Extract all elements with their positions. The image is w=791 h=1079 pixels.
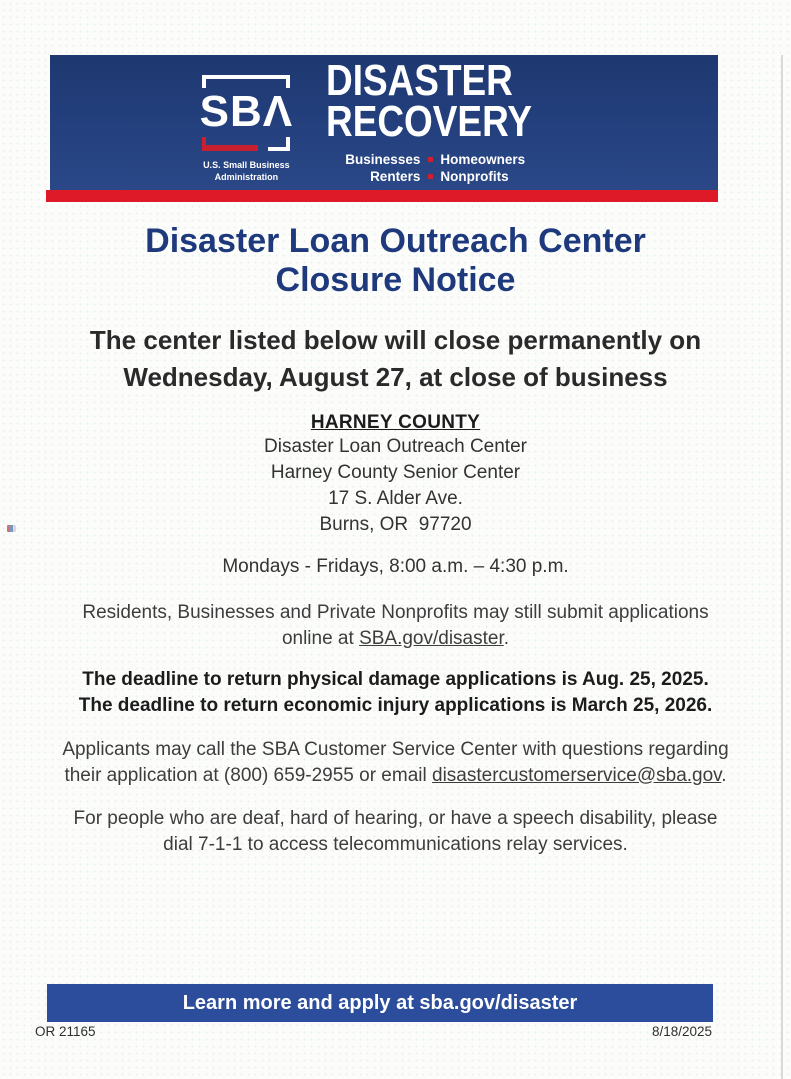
disaster-recovery-line2: RECOVERY xyxy=(326,96,533,146)
red-bullet-icon xyxy=(428,157,433,162)
online-applications-paragraph xyxy=(71,600,721,651)
footer-banner[interactable] xyxy=(47,984,713,1022)
document-number: OR 21165 xyxy=(35,1024,96,1039)
sba-logo-frame xyxy=(196,75,296,151)
page-title-line1: Disaster Loan Outreach Center xyxy=(145,222,646,260)
location-street: 17 S. Alder Ave. xyxy=(328,488,463,509)
audience-row-2 xyxy=(326,169,525,184)
disaster-recovery-line1: DISASTER xyxy=(326,55,514,105)
sba-logo xyxy=(196,75,296,183)
sba-caption-line2: Administration xyxy=(214,172,279,182)
disaster-recovery-block xyxy=(326,55,571,185)
county-heading: HARNEY COUNTY xyxy=(310,412,481,433)
red-stripe xyxy=(46,190,718,202)
footer-meta-row xyxy=(35,1024,712,1039)
red-bullet-icon xyxy=(428,174,433,179)
relay-services-paragraph: For people who are deaf, hard of hearing, or have a speech disability, please dial 7-1-1 to access telecommunications relay services. xyxy=(73,808,718,855)
header-banner xyxy=(50,55,718,190)
deadline-physical-damage: The deadline to return physical damage applications is Aug. 25, 2025. xyxy=(82,669,709,690)
sba-gov-disaster-link[interactable]: SBA.gov/disaster xyxy=(359,627,504,649)
sba-frame-top-bracket xyxy=(202,75,290,88)
contact-paragraph xyxy=(43,737,749,788)
page-title-line2: Closure Notice xyxy=(275,261,516,299)
online-text-pre: Residents, Businesses and Private Nonprofits may still submit applications online at xyxy=(82,602,709,649)
audience-businesses: Businesses xyxy=(345,152,421,168)
sba-acronym: SBΛ xyxy=(199,87,294,137)
customer-service-email-link[interactable]: disastercustomerservice@sba.gov xyxy=(432,764,722,786)
audience-nonprofits: Nonprofits xyxy=(440,169,509,185)
location-building: Harney County Senior Center xyxy=(270,462,521,483)
online-text-post: . xyxy=(503,627,510,649)
scan-artifact xyxy=(7,525,16,532)
footer-banner-label: Learn more and apply at sba.gov/disaster xyxy=(182,991,578,1014)
page-title xyxy=(0,222,791,300)
audience-row-1 xyxy=(326,152,525,167)
location-city-state-zip: Burns, OR 97720 xyxy=(319,514,472,535)
sba-caption xyxy=(203,160,290,183)
audience-homeowners: Homeowners xyxy=(440,152,526,168)
office-hours: Mondays - Fridays, 8:00 a.m. – 4:30 p.m. xyxy=(222,556,569,577)
scan-edge-line xyxy=(781,55,783,1079)
disaster-recovery-title xyxy=(326,55,533,146)
contact-text-pre: Applicants may call the SBA Customer Service Center with questions regarding their application at (800) 659-2955 or email xyxy=(62,739,729,786)
deadline-economic-injury: The deadline to return economic injury applications is March 25, 2026. xyxy=(78,695,713,716)
sba-frame-bottom-left-red-bracket xyxy=(202,137,258,151)
audience-renters: Renters xyxy=(370,169,421,185)
sba-frame-bottom-right-bracket xyxy=(268,137,290,151)
revision-date: 8/18/2025 xyxy=(651,1024,712,1039)
audience-list xyxy=(326,152,525,184)
location-name: Disaster Loan Outreach Center xyxy=(264,436,527,457)
contact-text-post: . xyxy=(721,764,727,786)
closure-subtitle: The center listed below will close permanently on Wednesday, August 27, at close of business xyxy=(89,325,702,392)
sba-caption-line1: U.S. Small Business xyxy=(203,160,290,171)
deadlines-block xyxy=(46,667,746,719)
